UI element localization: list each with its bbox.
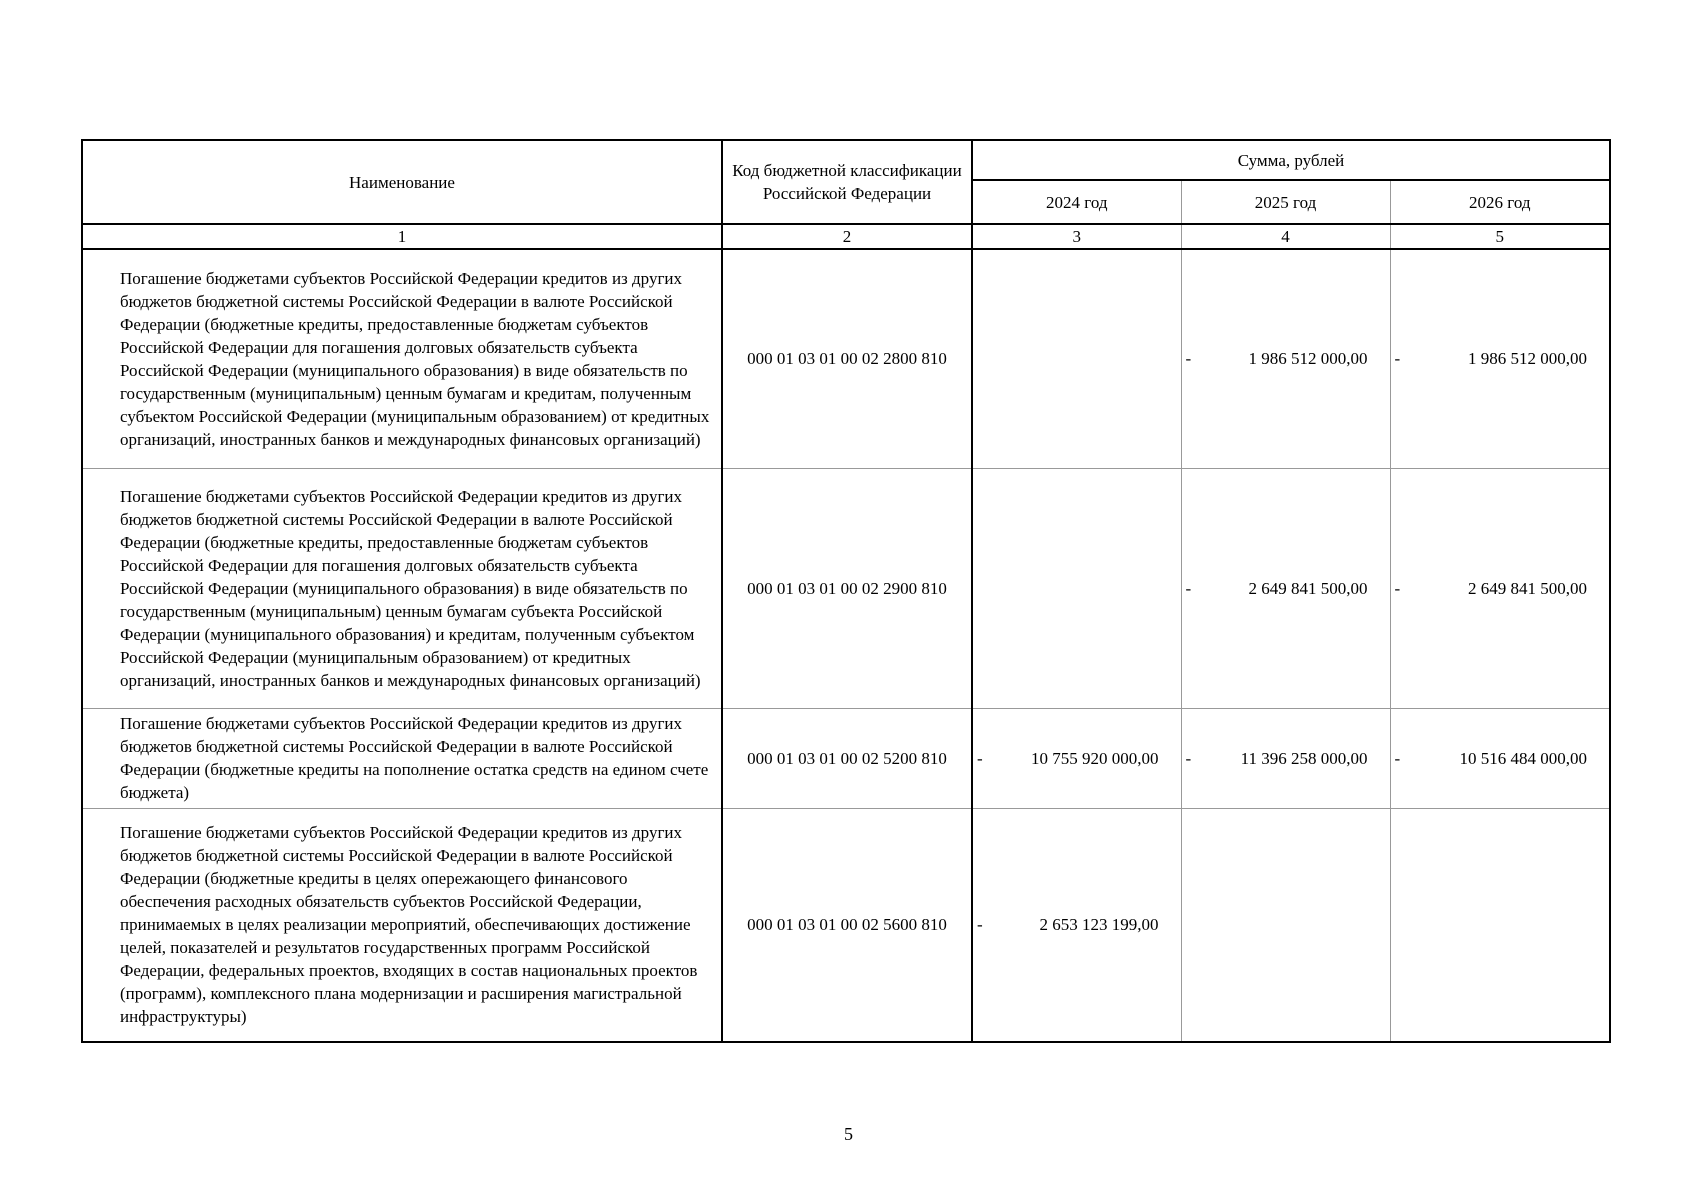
row-name: Погашение бюджетами субъектов Российской Федерации кредитов из других бюджетов бюджетной системы Российской Федерации в валюте Российской Федерации (бюджетные кредиты на пополнение остатка средств на едином счете бюджета) — [82, 708, 722, 808]
minus-sign: - — [1185, 349, 1192, 369]
amount-2026 — [1390, 808, 1610, 1042]
amount-2025 — [1181, 808, 1390, 1042]
amount-value: 2 649 841 500,00 — [1248, 578, 1368, 598]
minus-sign: - — [1394, 748, 1401, 768]
row-code: 000 01 03 01 00 02 5600 810 — [722, 808, 972, 1042]
amount-2024 — [972, 808, 1181, 1042]
row-name: Погашение бюджетами субъектов Российской Федерации кредитов из других бюджетов бюджетной системы Российской Федерации в валюте Российской Федерации (бюджетные кредиты, предоставленные бюджетам субъектов Российской Федерации для погашения долговых обязательств субъекта Российской Федерации (муниципального образования) в виде обязательств по государственным (муниципальным) ценным бумагам субъекта Российской Федерации (муниципального образования) и кредитам, полученным субъектом Российской Федерации (муниципальным образованием) от кредитных организаций, иностранных банков и международных финансовых организаций) — [82, 468, 722, 708]
row-name: Погашение бюджетами субъектов Российской Федерации кредитов из других бюджетов бюджетной системы Российской Федерации в валюте Российской Федерации (бюджетные кредиты в целях опережающего финансового обеспечения расходных обязательств субъектов Российской Федерации, принимаемых в целях реализации мероприятий, обеспечивающих достижение целей, показателей и результатов государственных программ Российской Федерации, федеральных проектов, входящих в состав национальных проектов (программ), комплексного плана модернизации и расширения магистральной инфраструктуры) — [82, 808, 722, 1042]
column-number-5: 5 — [1390, 224, 1610, 249]
amount-2026 — [1390, 708, 1610, 808]
amount-value: 10 516 484 000,00 — [1459, 748, 1588, 768]
amount-2025 — [1181, 249, 1390, 468]
header-code: Код бюджетной классификации Российской Федерации — [722, 140, 972, 224]
minus-sign: - — [977, 915, 983, 935]
amount-value: 1 986 512 000,00 — [1468, 349, 1588, 369]
row-code: 000 01 03 01 00 02 2800 810 — [722, 249, 972, 468]
column-numbers-row — [82, 224, 1610, 249]
header-sum: Сумма, рублей — [972, 140, 1610, 180]
amount-2024 — [972, 249, 1181, 468]
amount-2024 — [972, 708, 1181, 808]
column-number-3: 3 — [972, 224, 1181, 249]
minus-sign: - — [977, 748, 983, 768]
amount-value: 1 986 512 000,00 — [1248, 349, 1368, 369]
amount-value: 10 755 920 000,00 — [1031, 748, 1159, 768]
amount-2026 — [1390, 249, 1610, 468]
column-number-1: 1 — [82, 224, 722, 249]
minus-sign: - — [1185, 748, 1192, 768]
header-year-2024: 2024 год — [972, 180, 1181, 224]
table-row — [82, 468, 1610, 708]
minus-sign: - — [1394, 349, 1401, 369]
budget-table — [81, 139, 1611, 1043]
row-name: Погашение бюджетами субъектов Российской Федерации кредитов из других бюджетов бюджетной системы Российской Федерации в валюте Российской Федерации (бюджетные кредиты, предоставленные бюджетам субъектов Российской Федерации для погашения долговых обязательств субъекта Российской Федерации (муниципального образования) в виде обязательств по государственным (муниципальным) ценным бумагам и кредитам, полученным субъектом Российской Федерации (муниципальным образованием) от кредитных организаций, иностранных банков и международных финансовых организаций) — [82, 249, 722, 468]
header-name: Наименование — [82, 140, 722, 224]
table-row — [82, 808, 1610, 1042]
amount-value: 2 649 841 500,00 — [1468, 578, 1588, 598]
amount-value: 2 653 123 199,00 — [1039, 915, 1159, 935]
table-row — [82, 708, 1610, 808]
amount-2025 — [1181, 468, 1390, 708]
column-number-4: 4 — [1181, 224, 1390, 249]
row-code: 000 01 03 01 00 02 5200 810 — [722, 708, 972, 808]
table-row — [82, 249, 1610, 468]
page-number: 5 — [844, 1124, 853, 1144]
column-number-2: 2 — [722, 224, 972, 249]
header-year-2026: 2026 год — [1390, 180, 1610, 224]
amount-value: 11 396 258 000,00 — [1240, 748, 1368, 768]
amount-2026 — [1390, 468, 1610, 708]
amount-2024 — [972, 468, 1181, 708]
minus-sign: - — [1185, 578, 1192, 598]
header-year-2025: 2025 год — [1181, 180, 1390, 224]
minus-sign: - — [1394, 578, 1401, 598]
row-code: 000 01 03 01 00 02 2900 810 — [722, 468, 972, 708]
amount-2025 — [1181, 708, 1390, 808]
